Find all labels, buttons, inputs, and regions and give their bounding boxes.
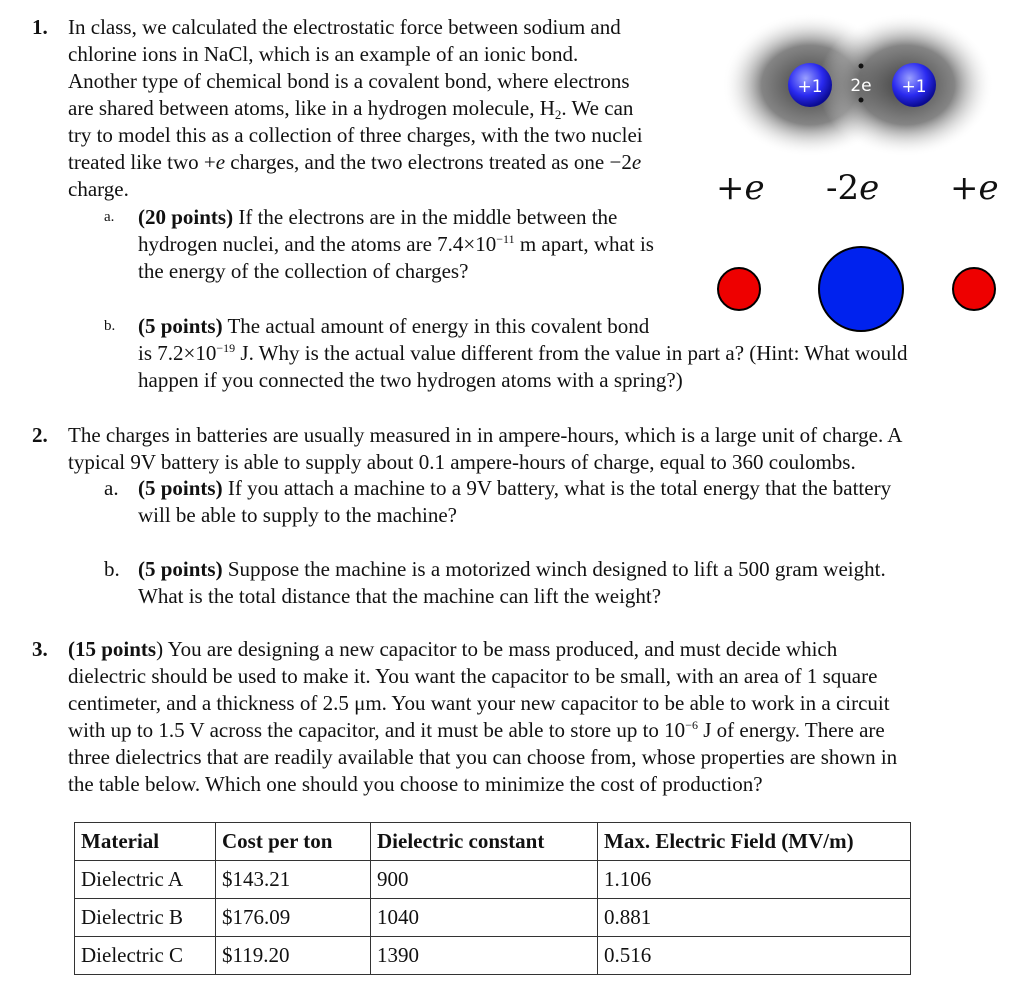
electron-pair-label: 2e [850, 76, 872, 96]
table-row [75, 899, 911, 937]
table-cell: Dielectric B [75, 899, 216, 937]
q3-text-line: three dielectrics that are readily available that you can choose from, whose properties are shown in [68, 745, 898, 769]
q2a-line: (5 points) If you attach a machine to a 9V battery, what is the total energy that the battery [138, 476, 892, 500]
table-cell: $143.21 [216, 861, 371, 899]
dielectric-table [74, 822, 911, 975]
table-cell: 1390 [371, 937, 598, 975]
q1b-line: is $7.2\times 10^{-19}$ J. Why is the actual value different from the value in part a? (Hint: What would [138, 341, 908, 365]
q3-text-line: (15 points) You are designing a new capacitor to be mass produced, and must decide which [68, 637, 838, 661]
q1a-line: hydrogen nuclei, and the atoms are $7.4\times 10^{-11}$ m apart, what is [138, 232, 654, 256]
table-cell: $119.20 [216, 937, 371, 975]
nucleus-right-label: +1 [901, 77, 927, 97]
question-3-number: 3. [32, 637, 48, 661]
q2a-letter: a. [104, 476, 119, 500]
table-cell: 0.881 [598, 899, 911, 937]
q1-text-line: charge. [68, 177, 129, 201]
q1b-line: happen if you connected the two hydrogen atoms with a spring?) [138, 368, 683, 392]
nucleus-charge-left [718, 268, 760, 310]
q1-text-line: are shared between atoms, like in a hydrogen molecule, $H_2$. We can [68, 96, 634, 122]
table-row [75, 937, 911, 975]
q1a-line: (20 points) If the electrons are in the middle between the [138, 205, 618, 229]
table-cell: $176.09 [216, 899, 371, 937]
table-cell: 1.106 [598, 861, 911, 899]
q2b-letter: b. [104, 557, 120, 581]
table-header-cell: Dielectric constant [371, 823, 598, 861]
table-row [75, 861, 911, 899]
q1-text-line: In class, we calculated the electrostatic force between sodium and [68, 15, 621, 39]
question-1-number: 1. [32, 15, 48, 39]
question-2-number: 2. [32, 423, 48, 447]
table-header-cell: Max. Electric Field (MV/m) [598, 823, 911, 861]
q3-text-line: with up to 1.5 V across the capacitor, and it must be able to store up to $10^{-6}$ J of energy. There are [68, 718, 885, 742]
charge-model-figure [712, 236, 1004, 336]
q1a-line: the energy of the collection of charges? [138, 259, 469, 283]
electron-dot [859, 98, 864, 103]
table-cell: Dielectric A [75, 861, 216, 899]
electron-charge-center [819, 247, 903, 331]
charge-label-right: +e [950, 168, 999, 208]
table-header-cell: Cost per ton [216, 823, 371, 861]
q1b-line: (5 points) The actual amount of energy in this covalent bond [138, 314, 650, 338]
q3-text-line: the table below. Which one should you choose to minimize the cost of production? [68, 772, 763, 796]
q1-text-line: treated like two +e charges, and the two electrons treated as one −2e [68, 150, 642, 174]
q2b-line: (5 points) Suppose the machine is a motorized winch designed to lift a 500 gram weight. [138, 557, 886, 581]
q1a-letter: a. [104, 209, 115, 225]
q1-text-line: chlorine ions in NaCl, which is an example of an ionic bond. [68, 42, 579, 66]
table-cell: 1040 [371, 899, 598, 937]
q1-text-line: try to model this as a collection of three charges, with the two nuclei [68, 123, 643, 147]
hydrogen-molecule-cloud-figure [722, 10, 994, 160]
electron-dot [859, 64, 864, 69]
table-cell: Dielectric C [75, 937, 216, 975]
q2a-line: will be able to supply to the machine? [138, 503, 457, 527]
table-cell: 900 [371, 861, 598, 899]
table-cell: 0.516 [598, 937, 911, 975]
charge-label-left: +e [716, 168, 765, 208]
charge-label-center: -2e [826, 168, 880, 208]
nucleus-charge-right [953, 268, 995, 310]
q2b-line: What is the total distance that the machine can lift the weight? [138, 584, 662, 608]
q2-text-line: The charges in batteries are usually measured in in ampere-hours, which is a large unit of charge. A [68, 423, 903, 447]
table-header-cell: Material [75, 823, 216, 861]
q3-text-line: dielectric should be used to make it. You want the capacitor to be small, with an area of 1 square [68, 664, 878, 688]
q2-text-line: typical 9V battery is able to supply about 0.1 ampere-hours of charge, equal to 360 coulombs. [68, 450, 856, 474]
table-header-row [75, 823, 911, 861]
q1-text-line: Another type of chemical bond is a covalent bond, where electrons [68, 69, 630, 93]
nucleus-left-label: +1 [797, 77, 823, 97]
q3-text-line: centimeter, and a thickness of 2.5 μm. You want your new capacitor to be able to work in a circuit [68, 691, 890, 715]
q1b-letter: b. [104, 318, 116, 334]
